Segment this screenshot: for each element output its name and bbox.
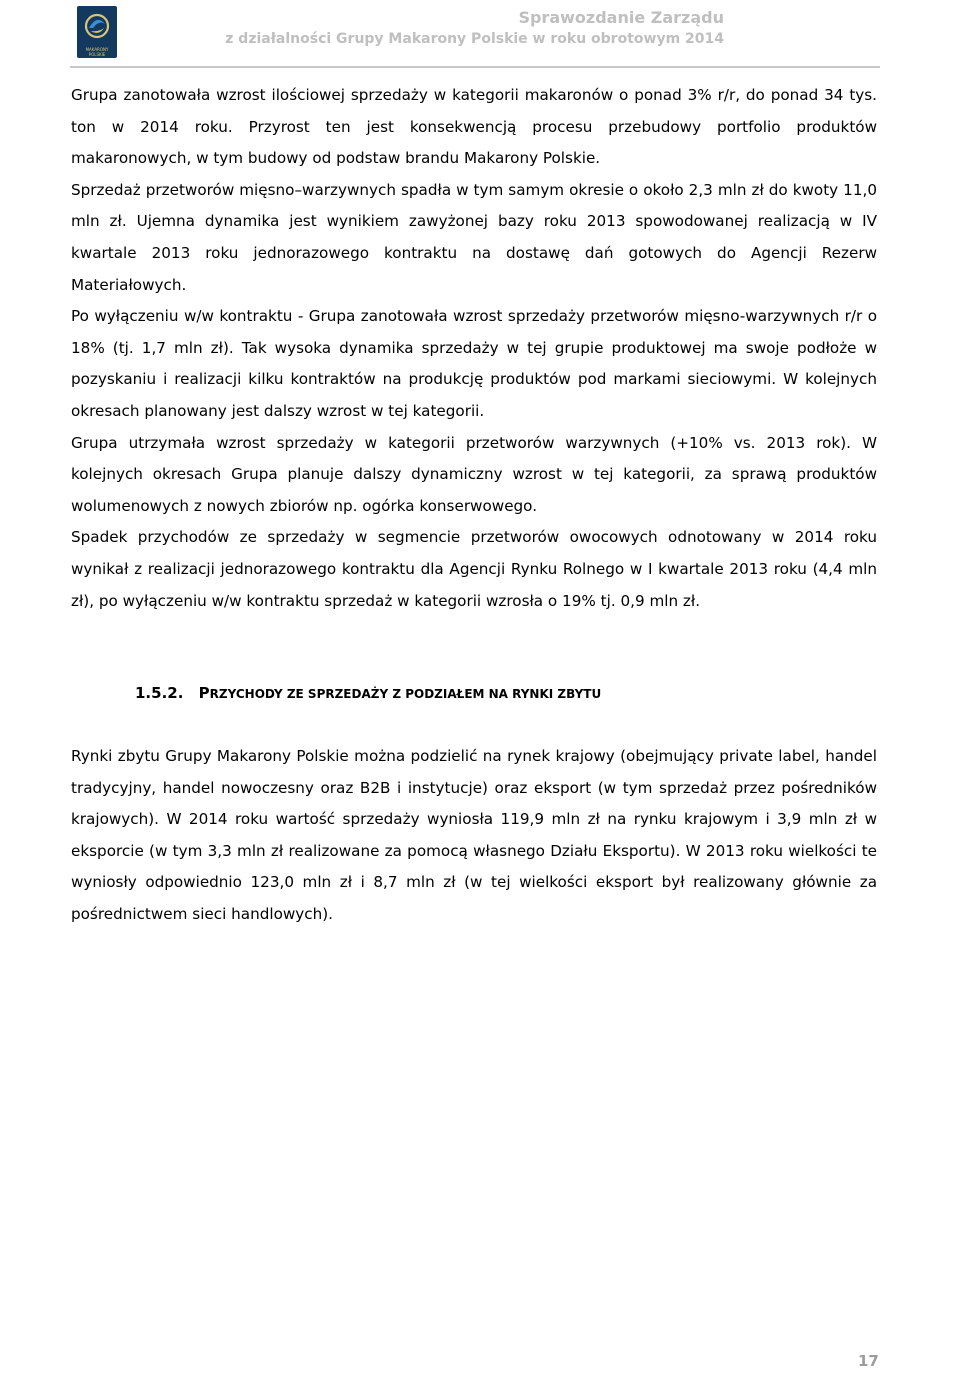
- report-title: Sprawozdanie Zarządu: [518, 8, 724, 27]
- section-number: 1.5.2.: [135, 684, 184, 702]
- logo-text-2: POLSKIE: [88, 52, 106, 57]
- logo-text-1: MAKARONY: [85, 47, 109, 52]
- report-subtitle: z działalności Grupy Makarony Polskie w roku obrotowym 2014: [225, 31, 724, 47]
- page-number: 17: [858, 1352, 879, 1370]
- paragraph: Sprzedaż przetworów mięsno–warzywnych spadła w tym samym okresie o około 2,3 mln zł do kwoty 11,0 mln zł. Ujemna dynamika jest wynikiem zawyżonej bazy roku 2013 spowodowanej realizacją w IV kwartale 2013 roku jednorazowego kontraktu na dostawę dań gotowych do Agencji Rezerw Materiałowych.: [71, 180, 877, 294]
- section-body: [71, 741, 877, 931]
- section-heading: [135, 678, 601, 709]
- paragraph: Po wyłączeniu w/w kontraktu - Grupa zanotowała wzrost sprzedaży przetworów mięsno-warzywnych r/r o 18% (tj. 1,7 mln zł). Tak wysoka dynamika sprzedaży w tej grupie produktowej ma swoje podłoże w pozyskaniu i realizacji kilku kontraktów na produkcję produktów pod markami sieciowymi. W kolejnych okresach planowany jest dalszy wzrost w tej kategorii.: [71, 307, 877, 420]
- paragraph: Grupa zanotowała wzrost ilościowej sprzedaży w kategorii makaronów o ponad 3% r/r, do ponad 34 tys. ton w 2014 roku. Przyrost ten jest konsekwencją procesu przebudowy portfolio produktów makaronowych, w tym budowy od podstaw brandu Makarony Polskie.: [71, 86, 877, 168]
- body-text: [71, 80, 877, 617]
- paragraph: Rynki zbytu Grupy Makarony Polskie można podzielić na rynek krajowy (obejmujący private label, handel tradycyjny, handel nowoczesny oraz B2B i instytucje) oraz eksport (w tym sprzedaż przez pośredników krajowych). W 2014 roku wartość sprzedaży wyniosła 119,9 mln zł na rynku krajowym i 3,9 mln zł w eksporcie (w tym 3,3 mln zł realizowane za pomocą własnego Działu Eksportu). W 2013 roku wielkości te wyniosły odpowiednio 123,0 mln zł i 8,7 mln zł (w tej wielkości eksport był realizowany głównie za pośrednictwem sieci handlowych).: [71, 747, 877, 923]
- paragraph: Spadek przychodów ze sprzedaży w segmencie przetworów owocowych odnotowany w 2014 roku wynikał z realizacji jednorazowego kontraktu dla Agencji Rynku Rolnego w I kwartale 2013 roku (4,4 mln zł), po wyłączeniu w/w kontraktu sprzedaż w kategorii wzrosła o 19% tj. 0,9 mln zł.: [71, 528, 877, 610]
- header-divider: [70, 66, 880, 68]
- section-title-initial: P: [198, 684, 210, 702]
- page-header: [0, 0, 960, 72]
- section-title-rest: RZYCHODY ZE SPRZEDAŻY Z PODZIAŁEM NA RYNKI ZBYTU: [209, 687, 602, 701]
- logo-swirl-icon: [77, 6, 117, 46]
- paragraph: Grupa utrzymała wzrost sprzedaży w kategorii przetworów warzywnych (+10% vs. 2013 rok). W kolejnych okresach Grupa planuje dalszy dynamiczny wzrost w tej kategorii, za sprawą produktów wolumenowych z nowych zbiorów np. ogórka konserwowego.: [71, 433, 877, 515]
- company-logo: [77, 6, 117, 58]
